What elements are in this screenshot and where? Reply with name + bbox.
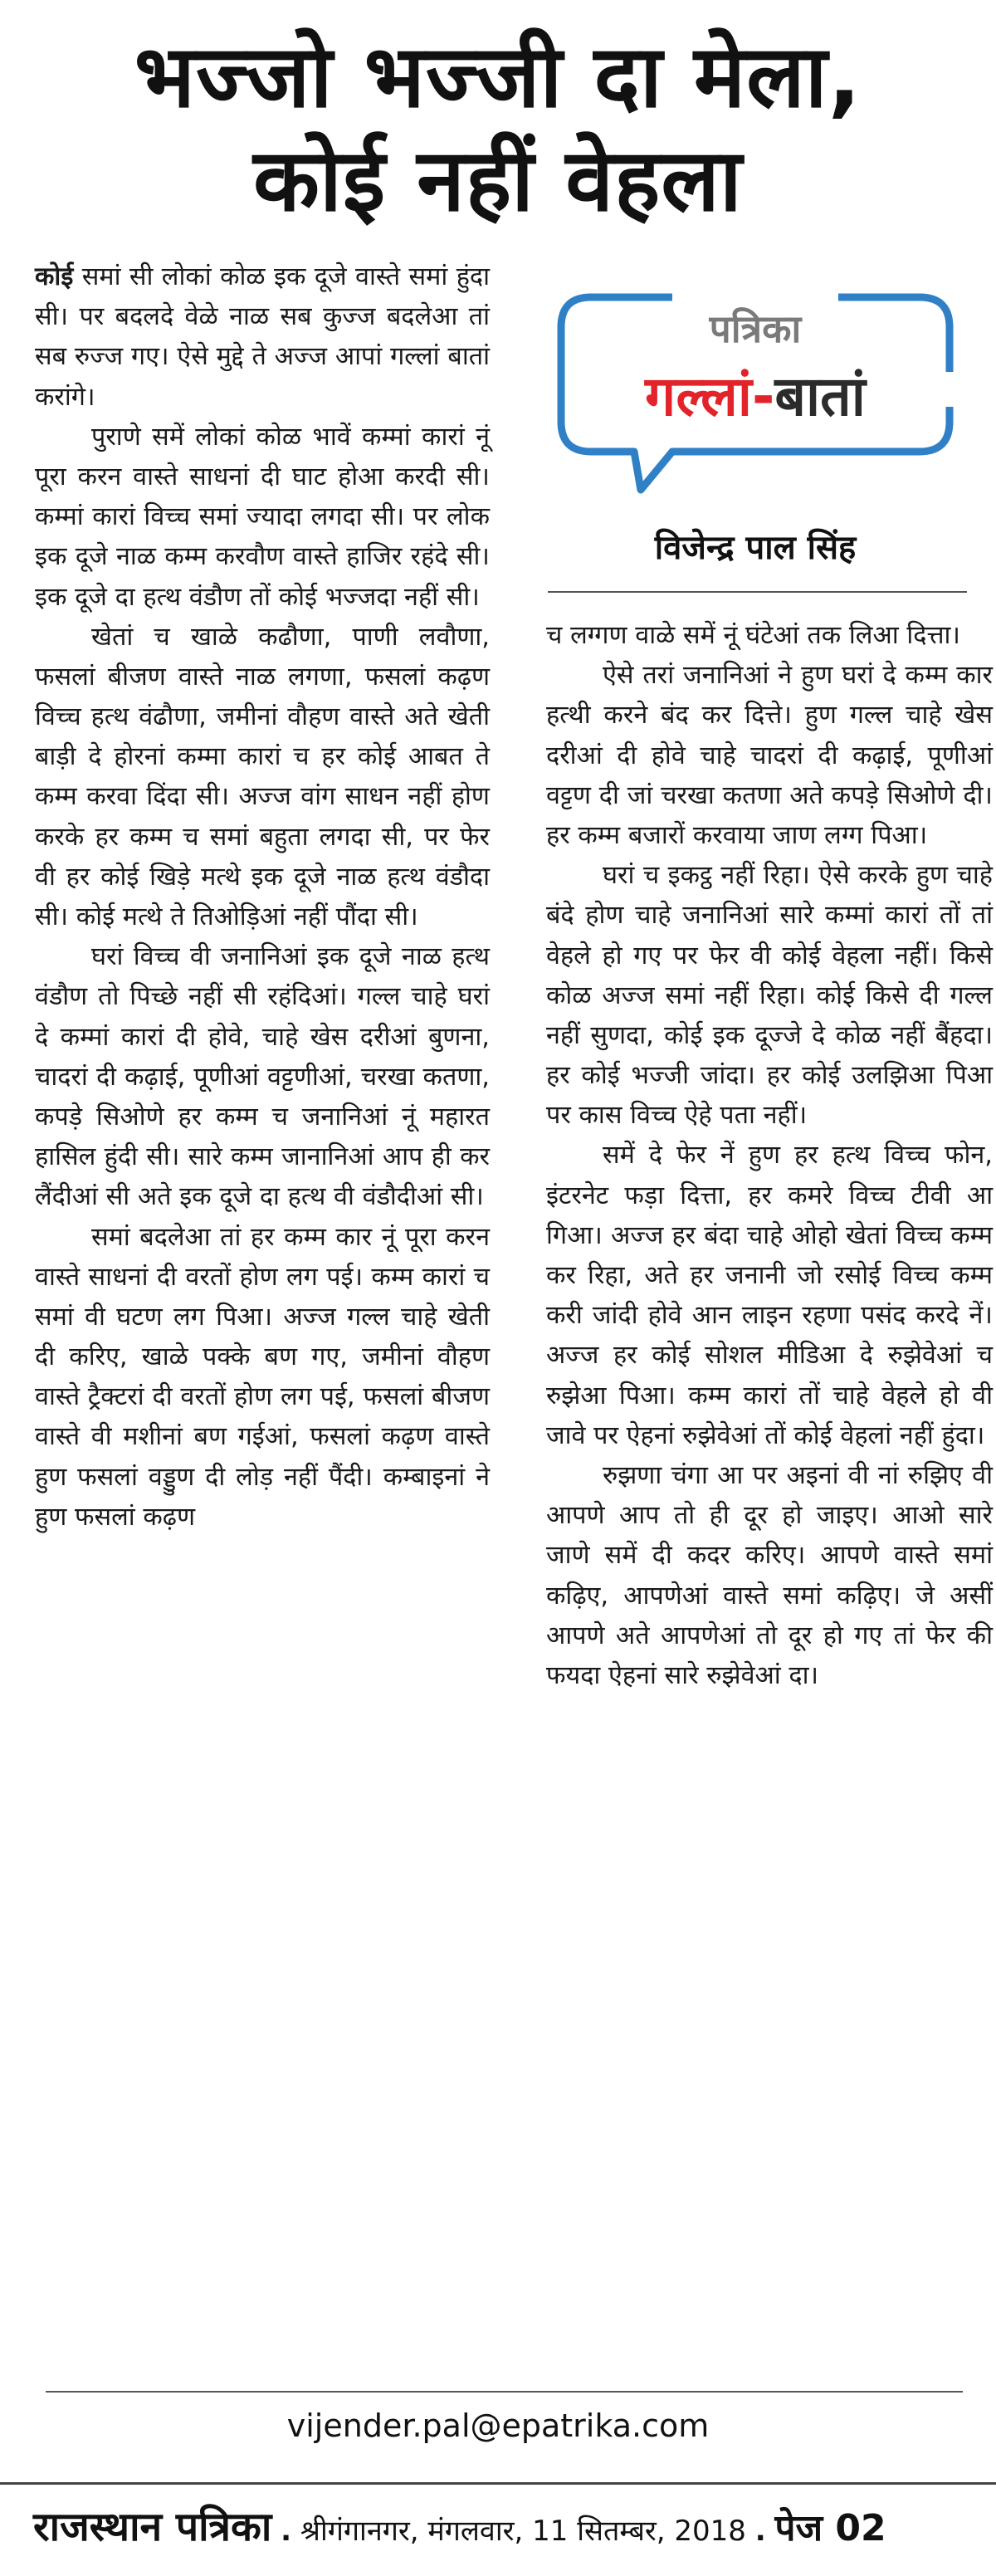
article-column-left — [35, 257, 490, 1537]
article-paragraph: ऐसे तरां जनानिआं ने हुण घरां दे कम्म कार हत्थी करने बंद कर दित्ते। हुण गल्ल चाहे खेस दरीआं दी होवे चाहे चादरां दी कढ़ाई, पूणीआं वट्टण दी जां चरखा कतणा अते कपड़े सिओणे दी। हर कम्म बजारों करवाया जाण लग्ग पिआ। — [546, 661, 993, 850]
article-paragraph: च लग्गण वाळे समें नूं घंटेआं तक लिआ दित्ता। — [546, 621, 960, 650]
footer-separator: . — [754, 2515, 766, 2548]
headline-line-2: कोई नहीं वेहला — [253, 129, 743, 231]
article-paragraph: समें दे फेर नें हुण हर हत्थ विच्च फोन, इंटरनेट फड़ा दित्ता, हर कमरे विच्च टीवी आ गिआ। अज्ज हर बंदा चाहे ओहो खेतां विच्च कम्म कर रिहा, अते हर जनानी जो रसोई विच्च कम्म करी जांदी होवे आन लाइन रहणा पसंद करदे नें। अज्ज हर कोई सोशल मीडिआ दे रुझेवेआं च रुझेआ पिआ। कम्म कारां तों चाहे वेहले हो वी जावे पर ऐहनां रुझेवेआं तों कोई वेहलां नहीं हुंदा। — [546, 1141, 993, 1450]
footer-page-number: पेज 02 — [774, 2507, 886, 2549]
headline-line-1: भज्जो भज्जी दा मेला, — [134, 26, 862, 127]
article-paragraph — [35, 257, 490, 418]
lead-word: कोई — [35, 262, 74, 291]
author-email: vijender.pal@epatrika.com — [286, 2407, 710, 2444]
logo-word-red: गल्लां — [645, 364, 752, 428]
bubble-top-gap — [672, 289, 838, 306]
article-column-right — [546, 616, 993, 1696]
article-paragraph: पुराणे समें लोकां कोळ भावें कम्मां कारां नूं पूरा करन वास्ते साधनां दी घाट होआ करदी सी। कम्मां कारां विच्च समां ज्यादा लगदा सी। पर लोक इक दूजे नाळ कम्म करवौण वास्ते हाजिर रहंदे सी। इक दूजे दा हत्थ वंडौण तों कोई भज्जदा नहीं सी। — [35, 422, 490, 612]
bubble-right-gap — [941, 372, 958, 407]
footer-city-date: श्रीगंगानगर, मंगलवार, 11 सितम्बर, 2018 — [300, 2515, 755, 2548]
article-paragraph: खेतां च खाळे कढौणा, पाणी लवौणा, फसलां बीजण वास्ते नाळ लगणा, फसलां कढ़ण विच्च हत्थ वंढौणा, जमीनां वौहण वास्ते अते खेती बाड़ी दे होरनां कम्मा कारां च हर कोई आबत ते कम्म करवा दिंदा सी। अज्ज वांग साधन नहीं होण करके हर कम्म च समां बहुता लगदा सी, पर फेर वी हर कोई खिड़े मत्थे इक दूजे नाळ हत्थ वंडौदा सी। कोई मत्थे ते तिओड़िआं नहीं पौंदा सी। — [35, 622, 490, 931]
article-paragraph: रुझणा चंगा आ पर अइनां वी नां रुझिए वी आपणे आप तो ही दूर हो जाइए। आओ सारे जाणे समें दी कदर करिए। आपणे वास्ते समां कढ़िए, आपणेआं वास्ते समां कढ़िए। जे असीं आपणे अते आपणेआं तो दूर हो गए तां फेर की फयदा ऐहनां सारे रुझेवेआं दा। — [546, 1460, 993, 1690]
page-footer — [33, 2499, 971, 2553]
logo-dash: - — [751, 364, 775, 428]
logo-word-dark: बातां — [774, 364, 866, 428]
footer-divider — [0, 2482, 996, 2485]
lead-paragraph-text: समां सी लोकां कोळ इक दूजे वास्ते समां हुंदा सी। पर बदलदे वेळे नाळ सब कुज्ज बदलेआ तां सब रुज्ज गए। ऐसे मुद्दे ते अज्ज आपां गल्लां बातां करांगे। — [35, 262, 490, 412]
logo-patrika-text: पत्रिका — [709, 306, 802, 351]
footer-separator: . — [281, 2515, 292, 2548]
article-paragraph: घरां विच्च वी जनानिआं इक दूजे नाळ हत्थ वंडौण तो पिच्छे नहीं सी रहंदिआं। गल्ल चाहे घरां दे कम्मां कारां दी होवे, चाहे खेस दरीआं बुणना, चादरां दी कढ़ाई, पूणीआं वट्टणीआं, चरखा कतणा, कपड़े सिओणे हर कम्म च जनानिआं नूं महारत हासिल हुंदी सी। सारे कम्म जानानिआं आप ही कर लैंदीआं सी अते इक दूजे दा हत्थ वी वंडौदीआं सी। — [35, 942, 490, 1212]
column-logo-speech-bubble — [548, 282, 963, 498]
footer-brand: राजस्थान पत्रिका — [33, 2504, 272, 2550]
byline-divider — [548, 591, 967, 593]
byline: विजेन्द्र पाल सिंह — [654, 529, 857, 567]
article-paragraph: समां बदलेआ तां हर कम्म कार नूं पूरा करन वास्ते साधनां दी वरतों होण लग पई। कम्म कारां च समां वी घटण लग पिआ। अज्ज गल्ल चाहे खेती दी करिए, खाळे पक्के बण गए, जमीनां वौहण वास्ते ट्रैक्टरां दी वरतों होण लग पई, फसलां बीजण वास्ते वी मशीनां बण गईआं, फसलां कढ़ण वास्ते हुण फसलां वड्डुण दी लोड़ नहीं पैंदी। कम्बाइनां ने हुण फसलां कढ़ण — [35, 1222, 490, 1532]
article-paragraph: घरां च इकट्ठ नहीं रिहा। ऐसे करके हुण चाहे बंदे होण चाहे जनानिआं सारे कम्मां कारां तों तां वेहले हो गए पर फेर वी कोई वेहला नहीं। किसे कोळ अज्ज समां नहीं रिहा। कोई किसे दी गल्ल नहीं सुणदा, कोई इक दूज्जे दे कोळ नहीं बैंहदा। हर कोई भज्जी जांदा। हर कोई उलझिआ पिआ पर कास विच्च ऐहे पता नहीं। — [546, 861, 993, 1131]
headline — [0, 25, 996, 232]
logo-galla-bata-text — [643, 364, 868, 428]
email-top-divider — [46, 2391, 963, 2393]
